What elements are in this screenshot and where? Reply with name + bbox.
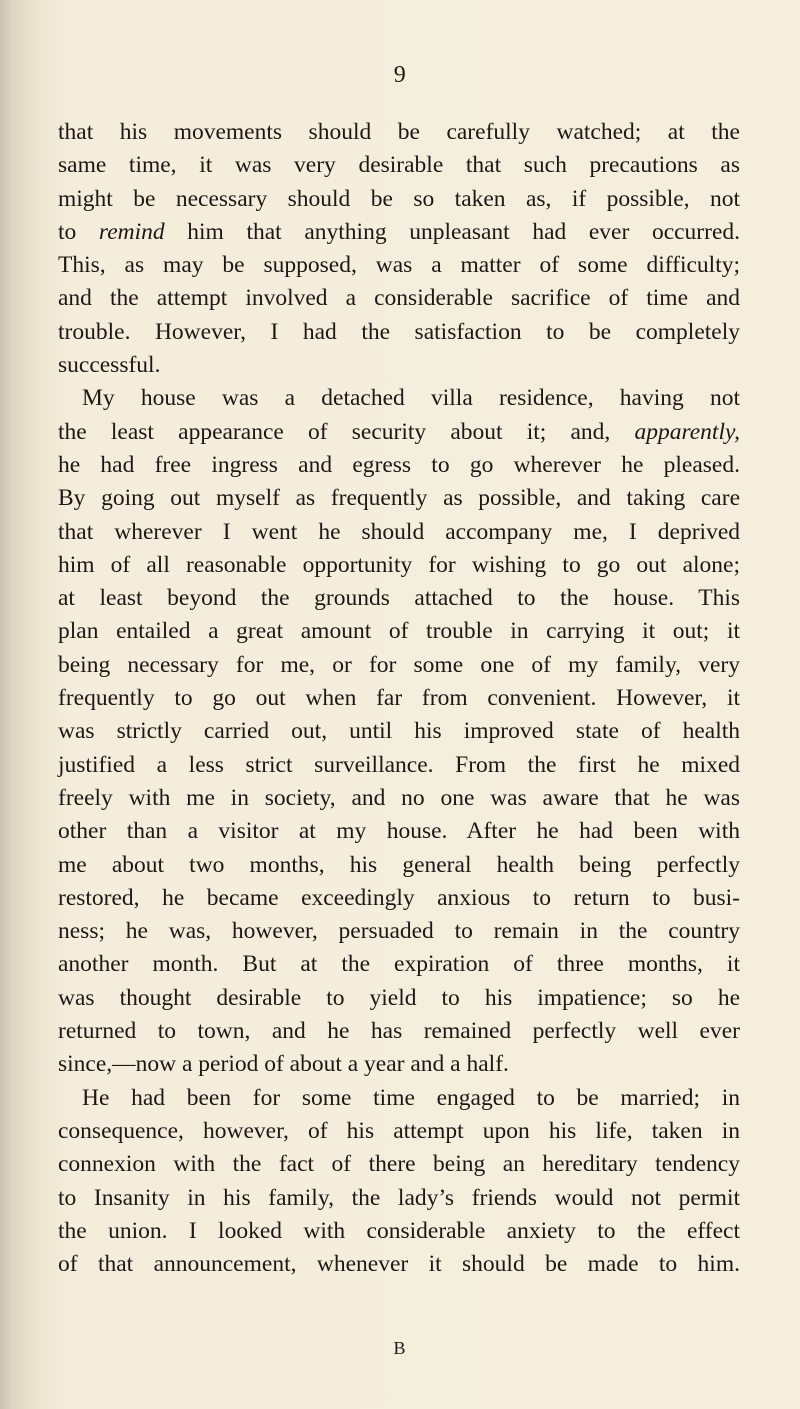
text-line: consequence, however, of his attempt upon his life, taken in: [58, 1117, 740, 1144]
text-line: [58, 216, 740, 249]
text-line: being necessary for me, or for some one of my family, very: [58, 651, 740, 678]
text-line: to Insanity in his family, the lady’s friends would not permit: [58, 1184, 740, 1211]
text-line: was thought desirable to yield to his impatience; so he: [58, 984, 740, 1011]
text-line: same time, it was very desirable that such precautions as: [58, 152, 740, 179]
text-run: to: [58, 218, 99, 245]
text-line: the union. I looked with considerable anxiety to the effect: [58, 1217, 740, 1244]
text-run: him that anything unpleasant had ever occurred.: [164, 218, 741, 245]
emphasis-text: remind: [98, 218, 165, 245]
text-line: He had been for some time engaged to be married; in: [82, 1084, 740, 1111]
text-line: at least beyond the grounds attached to the house. This: [58, 585, 740, 612]
text-line: This, as may be supposed, was a matter of some difficulty;: [58, 252, 740, 279]
text-line: of that announcement, whenever it should be made to him.: [58, 1251, 740, 1278]
text-line: and the attempt involved a considerable sacrifice of time and: [58, 285, 740, 312]
text-line: he had free ingress and egress to go wherever he pleased.: [58, 451, 740, 478]
text-line: My house was a detached villa residence, having not: [82, 385, 740, 412]
text-line: restored, he became exceedingly anxious to return to busi-: [58, 884, 740, 911]
body-text: [58, 116, 740, 1281]
text-line: plan entailed a great amount of trouble in carrying it out; it: [58, 618, 740, 645]
text-line: other than a visitor at my house. After he had been with: [58, 818, 740, 845]
text-line: him of all reasonable opportunity for wishing to go out alone;: [58, 551, 740, 578]
text-line: By going out myself as frequently as possible, and taking care: [58, 485, 740, 512]
emphasis-text: apparently,: [634, 418, 740, 445]
text-line: was strictly carried out, until his improved state of health: [58, 718, 740, 745]
text-line: trouble. However, I had the satisfaction to be completely: [58, 318, 740, 345]
text-run: the least appearance of security about it; and,: [58, 418, 635, 445]
text-line: that his movements should be carefully watched; at the: [58, 119, 740, 145]
text-line: since,—now a period of about a year and a half.: [58, 1051, 509, 1078]
text-line: another month. But at the expiration of three months, it: [58, 951, 740, 978]
text-line: ness; he was, however, persuaded to remain in the country: [58, 918, 740, 945]
text-line: that wherever I went he should accompany me, I deprived: [58, 518, 740, 545]
text-line: frequently to go out when far from convenient. However, it: [58, 685, 740, 712]
signature-mark: B: [393, 1338, 407, 1358]
text-line: justified a less strict surveillance. From the first he mixed: [58, 751, 740, 778]
text-line: [58, 416, 740, 449]
text-line: connexion with the fact of there being an hereditary tendency: [58, 1151, 740, 1178]
text-line: might be necessary should be so taken as, if possible, not: [58, 185, 740, 212]
text-line: returned to town, and he has remained perfectly well ever: [58, 1018, 740, 1045]
text-line: freely with me in society, and no one was aware that he was: [58, 784, 740, 811]
page-number: 9: [393, 62, 407, 88]
text-line: me about two months, his general health being perfectly: [58, 851, 740, 878]
text-line: successful.: [58, 352, 161, 379]
